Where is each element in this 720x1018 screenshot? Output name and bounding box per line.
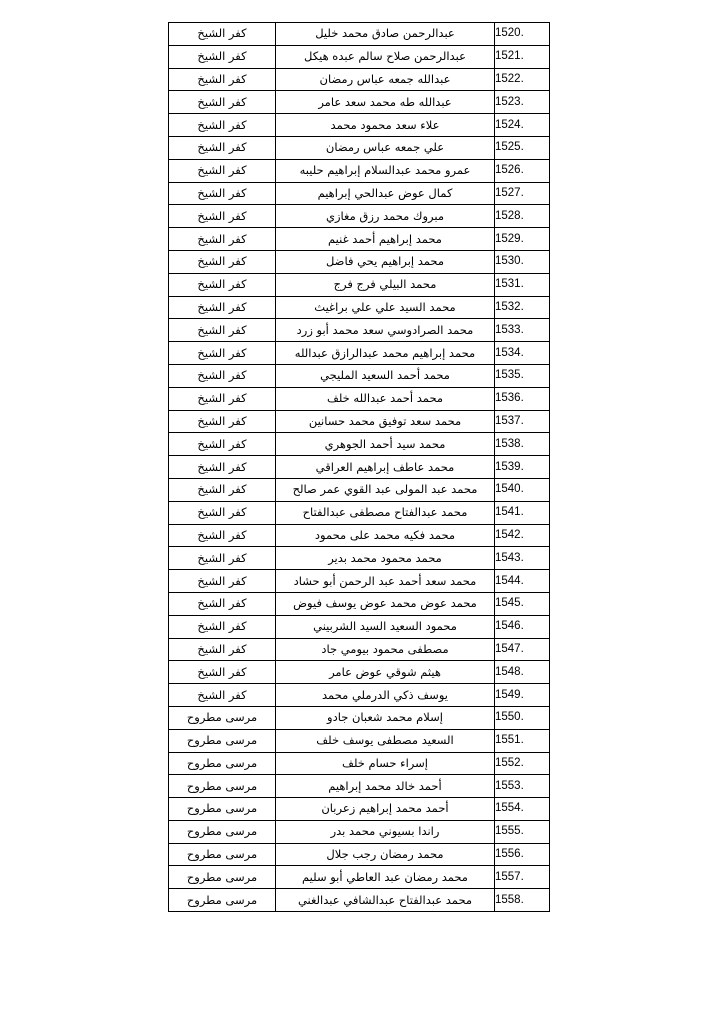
table-row bbox=[169, 114, 550, 137]
name-cell: عبدالرحمن صلاح سالم عبده هيكل bbox=[276, 45, 495, 68]
table-row bbox=[169, 250, 550, 273]
serial-number-cell: 1533. bbox=[495, 319, 550, 342]
governorate-cell: كفر الشيخ bbox=[169, 638, 276, 661]
serial-number-cell: 1555. bbox=[495, 820, 550, 843]
name-cell: محمد سعد توفيق محمد حسانين bbox=[276, 410, 495, 433]
serial-number-cell: 1543. bbox=[495, 547, 550, 570]
name-cell: محمد إبراهيم يحي فاضل bbox=[276, 250, 495, 273]
name-cell: محمد إبراهيم محمد عبدالرازق عبدالله bbox=[276, 342, 495, 365]
serial-number-cell: 1523. bbox=[495, 91, 550, 114]
table-row bbox=[169, 205, 550, 228]
governorate-cell: كفر الشيخ bbox=[169, 68, 276, 91]
table-row bbox=[169, 729, 550, 752]
table-row bbox=[169, 615, 550, 638]
name-cell: أحمد خالد محمد إبراهيم bbox=[276, 775, 495, 798]
governorate-cell: مرسى مطروح bbox=[169, 729, 276, 752]
table-row bbox=[169, 23, 550, 46]
governorate-cell: كفر الشيخ bbox=[169, 524, 276, 547]
table-row bbox=[169, 638, 550, 661]
table-row bbox=[169, 228, 550, 251]
table-row bbox=[169, 342, 550, 365]
name-cell: محمد السيد علي علي براغيث bbox=[276, 296, 495, 319]
governorate-cell: كفر الشيخ bbox=[169, 570, 276, 593]
governorate-cell: كفر الشيخ bbox=[169, 661, 276, 684]
serial-number-cell: 1526. bbox=[495, 159, 550, 182]
governorate-cell: كفر الشيخ bbox=[169, 136, 276, 159]
table-row bbox=[169, 45, 550, 68]
names-table bbox=[168, 22, 550, 912]
governorate-cell: كفر الشيخ bbox=[169, 342, 276, 365]
name-cell: إسراء حسام خلف bbox=[276, 752, 495, 775]
serial-number-cell: 1525. bbox=[495, 136, 550, 159]
name-cell: عمرو محمد عبدالسلام إبراهيم حليبه bbox=[276, 159, 495, 182]
governorate-cell: كفر الشيخ bbox=[169, 478, 276, 501]
name-cell: إسلام محمد شعبان جادو bbox=[276, 706, 495, 729]
serial-number-cell: 1550. bbox=[495, 706, 550, 729]
governorate-cell: كفر الشيخ bbox=[169, 228, 276, 251]
governorate-cell: كفر الشيخ bbox=[169, 615, 276, 638]
name-cell: كمال عوض عبدالحي إبراهيم bbox=[276, 182, 495, 205]
name-cell: أحمد محمد إبراهيم زعربان bbox=[276, 798, 495, 821]
serial-number-cell: 1538. bbox=[495, 433, 550, 456]
serial-number-cell: 1551. bbox=[495, 729, 550, 752]
name-cell: علي جمعه عباس رمضان bbox=[276, 136, 495, 159]
governorate-cell: كفر الشيخ bbox=[169, 91, 276, 114]
governorate-cell: كفر الشيخ bbox=[169, 387, 276, 410]
serial-number-cell: 1529. bbox=[495, 228, 550, 251]
name-cell: محمد عبدالفتاح مصطفى عبدالفتاح bbox=[276, 501, 495, 524]
name-cell: محمد فكيه محمد على محمود bbox=[276, 524, 495, 547]
serial-number-cell: 1539. bbox=[495, 456, 550, 479]
governorate-cell: كفر الشيخ bbox=[169, 592, 276, 615]
governorate-cell: كفر الشيخ bbox=[169, 182, 276, 205]
serial-number-cell: 1524. bbox=[495, 114, 550, 137]
table-row bbox=[169, 296, 550, 319]
serial-number-cell: 1520. bbox=[495, 23, 550, 46]
name-cell: عبدالله طه محمد سعد عامر bbox=[276, 91, 495, 114]
governorate-cell: كفر الشيخ bbox=[169, 296, 276, 319]
name-cell: عبدالرحمن صادق محمد خليل bbox=[276, 23, 495, 46]
table-row bbox=[169, 570, 550, 593]
governorate-cell: كفر الشيخ bbox=[169, 23, 276, 46]
serial-number-cell: 1552. bbox=[495, 752, 550, 775]
governorate-cell: مرسى مطروح bbox=[169, 889, 276, 912]
table-row bbox=[169, 456, 550, 479]
governorate-cell: كفر الشيخ bbox=[169, 547, 276, 570]
governorate-cell: كفر الشيخ bbox=[169, 319, 276, 342]
name-cell: محمد عبد المولى عبد القوي عمر صالح bbox=[276, 478, 495, 501]
serial-number-cell: 1557. bbox=[495, 866, 550, 889]
table-row bbox=[169, 182, 550, 205]
governorate-cell: كفر الشيخ bbox=[169, 456, 276, 479]
name-cell: محمود السعيد السيد الشربيني bbox=[276, 615, 495, 638]
governorate-cell: كفر الشيخ bbox=[169, 364, 276, 387]
table-row bbox=[169, 775, 550, 798]
serial-number-cell: 1537. bbox=[495, 410, 550, 433]
serial-number-cell: 1544. bbox=[495, 570, 550, 593]
name-cell: محمد رمضان عبد العاطي أبو سليم bbox=[276, 866, 495, 889]
serial-number-cell: 1545. bbox=[495, 592, 550, 615]
table-row bbox=[169, 706, 550, 729]
governorate-cell: كفر الشيخ bbox=[169, 433, 276, 456]
name-cell: محمد البيلي فرج فرج bbox=[276, 273, 495, 296]
serial-number-cell: 1534. bbox=[495, 342, 550, 365]
serial-number-cell: 1531. bbox=[495, 273, 550, 296]
serial-number-cell: 1553. bbox=[495, 775, 550, 798]
serial-number-cell: 1547. bbox=[495, 638, 550, 661]
serial-number-cell: 1535. bbox=[495, 364, 550, 387]
serial-number-cell: 1528. bbox=[495, 205, 550, 228]
names-table-body bbox=[169, 23, 550, 912]
table-row bbox=[169, 820, 550, 843]
table-row bbox=[169, 433, 550, 456]
name-cell: محمد عبدالفتاح عبدالشافي عبدالغني bbox=[276, 889, 495, 912]
name-cell: محمد عاطف إبراهيم العراقي bbox=[276, 456, 495, 479]
table-row bbox=[169, 501, 550, 524]
serial-number-cell: 1540. bbox=[495, 478, 550, 501]
table-row bbox=[169, 592, 550, 615]
governorate-cell: كفر الشيخ bbox=[169, 410, 276, 433]
serial-number-cell: 1541. bbox=[495, 501, 550, 524]
name-cell: مبروك محمد رزق مغازي bbox=[276, 205, 495, 228]
name-cell: محمد إبراهيم أحمد غنيم bbox=[276, 228, 495, 251]
governorate-cell: مرسى مطروح bbox=[169, 775, 276, 798]
table-row bbox=[169, 752, 550, 775]
name-cell: محمد عوض محمد عوض يوسف فيوض bbox=[276, 592, 495, 615]
table-row bbox=[169, 273, 550, 296]
governorate-cell: كفر الشيخ bbox=[169, 250, 276, 273]
name-cell: محمد أحمد السعيد المليجي bbox=[276, 364, 495, 387]
serial-number-cell: 1536. bbox=[495, 387, 550, 410]
governorate-cell: كفر الشيخ bbox=[169, 273, 276, 296]
table-row bbox=[169, 684, 550, 707]
name-cell: محمد سيد أحمد الجوهري bbox=[276, 433, 495, 456]
governorate-cell: كفر الشيخ bbox=[169, 205, 276, 228]
name-cell: محمد رمضان رجب جلال bbox=[276, 843, 495, 866]
table-row bbox=[169, 159, 550, 182]
serial-number-cell: 1556. bbox=[495, 843, 550, 866]
table-row bbox=[169, 524, 550, 547]
serial-number-cell: 1532. bbox=[495, 296, 550, 319]
name-cell: محمد أحمد عبدالله خلف bbox=[276, 387, 495, 410]
governorate-cell: كفر الشيخ bbox=[169, 684, 276, 707]
serial-number-cell: 1521. bbox=[495, 45, 550, 68]
table-row bbox=[169, 68, 550, 91]
table-row bbox=[169, 319, 550, 342]
table-row bbox=[169, 410, 550, 433]
serial-number-cell: 1546. bbox=[495, 615, 550, 638]
governorate-cell: مرسى مطروح bbox=[169, 752, 276, 775]
name-cell: علاء سعد محمود محمد bbox=[276, 114, 495, 137]
serial-number-cell: 1522. bbox=[495, 68, 550, 91]
governorate-cell: مرسى مطروح bbox=[169, 866, 276, 889]
serial-number-cell: 1530. bbox=[495, 250, 550, 273]
serial-number-cell: 1542. bbox=[495, 524, 550, 547]
serial-number-cell: 1549. bbox=[495, 684, 550, 707]
governorate-cell: مرسى مطروح bbox=[169, 798, 276, 821]
table-row bbox=[169, 136, 550, 159]
name-cell: عبدالله جمعه عباس رمضان bbox=[276, 68, 495, 91]
governorate-cell: مرسى مطروح bbox=[169, 843, 276, 866]
table-row bbox=[169, 661, 550, 684]
table-row bbox=[169, 843, 550, 866]
governorate-cell: كفر الشيخ bbox=[169, 159, 276, 182]
table-row bbox=[169, 866, 550, 889]
serial-number-cell: 1548. bbox=[495, 661, 550, 684]
name-cell: يوسف ذكي الدرملي محمد bbox=[276, 684, 495, 707]
name-cell: مصطفى محمود بيومي جاد bbox=[276, 638, 495, 661]
name-cell: راندا بسيوني محمد بدر bbox=[276, 820, 495, 843]
governorate-cell: كفر الشيخ bbox=[169, 45, 276, 68]
governorate-cell: كفر الشيخ bbox=[169, 501, 276, 524]
table-row bbox=[169, 364, 550, 387]
table-row bbox=[169, 798, 550, 821]
table-row bbox=[169, 547, 550, 570]
table-row bbox=[169, 478, 550, 501]
table-row bbox=[169, 387, 550, 410]
governorate-cell: مرسى مطروح bbox=[169, 706, 276, 729]
serial-number-cell: 1554. bbox=[495, 798, 550, 821]
governorate-cell: مرسى مطروح bbox=[169, 820, 276, 843]
name-cell: محمد محمود محمد بدير bbox=[276, 547, 495, 570]
name-cell: هيثم شوقي عوض عامر bbox=[276, 661, 495, 684]
table-row bbox=[169, 889, 550, 912]
serial-number-cell: 1558. bbox=[495, 889, 550, 912]
name-cell: محمد سعد أحمد عبد الرحمن أبو حشاد bbox=[276, 570, 495, 593]
name-cell: السعيد مصطفى يوسف خلف bbox=[276, 729, 495, 752]
governorate-cell: كفر الشيخ bbox=[169, 114, 276, 137]
serial-number-cell: 1527. bbox=[495, 182, 550, 205]
table-row bbox=[169, 91, 550, 114]
name-cell: محمد الصرادوسي سعد محمد أبو زرد bbox=[276, 319, 495, 342]
